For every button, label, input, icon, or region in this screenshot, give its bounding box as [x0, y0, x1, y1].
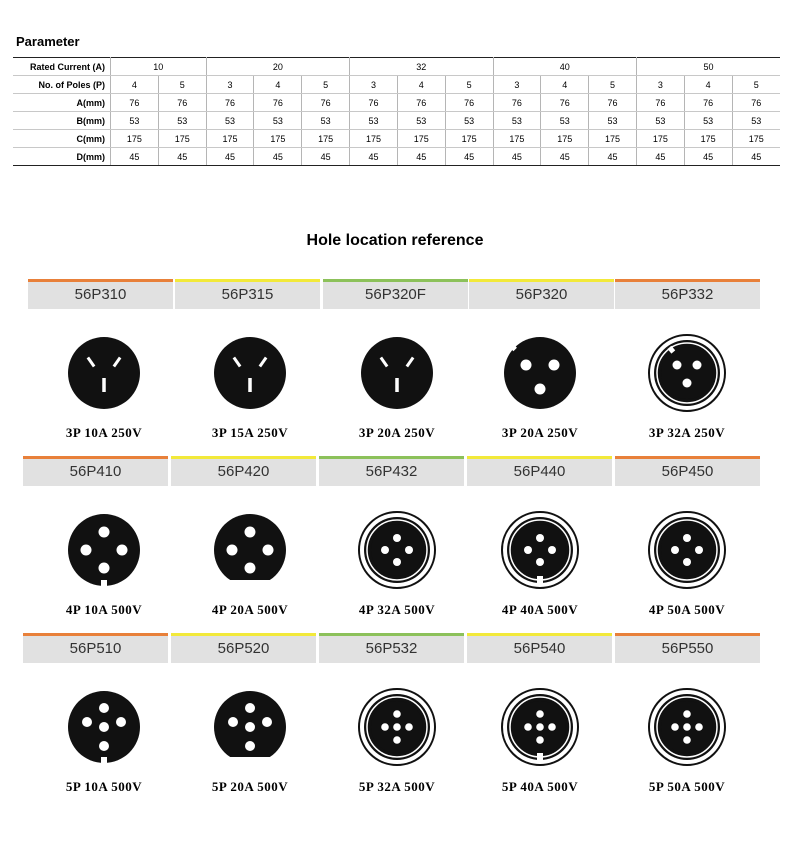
socket-spec: 4P 10A 500V [65, 602, 143, 617]
3p-flat-socket-icon [357, 333, 437, 413]
table-cell: 53 [732, 112, 780, 130]
table-cell: 76 [350, 94, 398, 112]
table-cell: 53 [589, 112, 637, 130]
model-label: 56P320F [323, 279, 468, 309]
table-cell: 5 [732, 76, 780, 94]
row-label: D(mm) [13, 148, 111, 166]
socket-spec: 4P 20A 500V [211, 602, 289, 617]
table-cell: 175 [397, 130, 445, 148]
table-cell: 3 [636, 76, 684, 94]
socket-spec: 5P 20A 500V [211, 779, 289, 794]
5p-ringed-socket-icon [500, 687, 580, 767]
5p-ringed-socket-icon [357, 687, 437, 767]
row-label: C(mm) [13, 130, 111, 148]
model-label: 56P310 [28, 279, 173, 309]
3p-flat-socket-icon [64, 333, 144, 413]
table-cell: 5 [445, 76, 493, 94]
model-label: 56P540 [467, 633, 612, 663]
table-cell: 175 [158, 130, 206, 148]
table-cell: 45 [732, 148, 780, 166]
table-cell: 3 [493, 76, 541, 94]
4p-round-socket-icon [64, 510, 144, 590]
table-cell: 5 [589, 76, 637, 94]
socket-spec: 5P 32A 500V [358, 779, 436, 794]
5p-round-socket-icon [64, 687, 144, 767]
parameter-table [13, 57, 780, 166]
table-cell: 53 [302, 112, 350, 130]
socket-spec: 3P 32A 250V [648, 425, 726, 440]
socket-spec: 4P 50A 500V [648, 602, 726, 617]
table-cell: 53 [397, 112, 445, 130]
model-label: 56P315 [175, 279, 320, 309]
model-label: 56P432 [319, 456, 464, 486]
socket-spec: 4P 40A 500V [501, 602, 579, 617]
table-cell: 45 [158, 148, 206, 166]
table-cell: 53 [158, 112, 206, 130]
table-row [13, 58, 780, 76]
table-cell: 45 [350, 148, 398, 166]
table-cell: 10 [111, 58, 207, 76]
table-cell: 76 [158, 94, 206, 112]
table-cell: 45 [493, 148, 541, 166]
table-cell: 175 [445, 130, 493, 148]
table-row [13, 148, 780, 166]
model-label: 56P520 [171, 633, 316, 663]
table-cell: 32 [350, 58, 493, 76]
table-cell: 175 [254, 130, 302, 148]
model-label: 56P532 [319, 633, 464, 663]
table-row [13, 130, 780, 148]
table-cell: 76 [111, 94, 159, 112]
row-label: Rated Current (A) [13, 58, 111, 76]
table-cell: 53 [254, 112, 302, 130]
table-cell: 3 [350, 76, 398, 94]
table-cell: 45 [589, 148, 637, 166]
table-cell: 76 [636, 94, 684, 112]
table-cell: 45 [636, 148, 684, 166]
table-cell: 4 [397, 76, 445, 94]
socket-spec: 3P 20A 250V [358, 425, 436, 440]
table-cell: 76 [445, 94, 493, 112]
table-cell: 175 [541, 130, 589, 148]
4p-ringed-socket-icon [647, 510, 727, 590]
table-cell: 76 [206, 94, 254, 112]
table-cell: 175 [589, 130, 637, 148]
model-label: 56P440 [467, 456, 612, 486]
socket-spec: 3P 20A 250V [501, 425, 579, 440]
table-cell: 45 [445, 148, 493, 166]
table-cell: 53 [636, 112, 684, 130]
table-row [13, 76, 780, 94]
table-cell: 76 [541, 94, 589, 112]
table-cell: 53 [350, 112, 398, 130]
table-cell: 53 [111, 112, 159, 130]
table-cell: 76 [302, 94, 350, 112]
table-cell: 175 [302, 130, 350, 148]
table-cell: 76 [684, 94, 732, 112]
table-cell: 5 [158, 76, 206, 94]
table-cell: 20 [206, 58, 349, 76]
table-cell: 76 [493, 94, 541, 112]
table-cell: 45 [111, 148, 159, 166]
socket-spec: 4P 32A 500V [358, 602, 436, 617]
table-row [13, 94, 780, 112]
table-cell: 175 [206, 130, 254, 148]
table-cell: 45 [541, 148, 589, 166]
table-cell: 4 [254, 76, 302, 94]
model-label: 56P320 [469, 279, 614, 309]
table-cell: 175 [684, 130, 732, 148]
4p-ringed-socket-icon [500, 510, 580, 590]
table-cell: 45 [397, 148, 445, 166]
model-label: 56P510 [23, 633, 168, 663]
hole-location-title: Hole location reference [306, 232, 484, 249]
table-cell: 175 [493, 130, 541, 148]
table-cell: 53 [206, 112, 254, 130]
socket-spec: 5P 10A 500V [65, 779, 143, 794]
model-label: 56P550 [615, 633, 760, 663]
parameter-title: Parameter [16, 34, 80, 49]
table-cell: 45 [206, 148, 254, 166]
table-cell: 4 [541, 76, 589, 94]
socket-spec: 5P 40A 500V [501, 779, 579, 794]
table-cell: 76 [397, 94, 445, 112]
table-cell: 40 [493, 58, 636, 76]
3p-ringed-socket-icon [647, 333, 727, 413]
table-cell: 76 [254, 94, 302, 112]
table-cell: 76 [589, 94, 637, 112]
table-cell: 3 [206, 76, 254, 94]
table-cell: 175 [111, 130, 159, 148]
table-row [13, 112, 780, 130]
4p-ringed-socket-icon [357, 510, 437, 590]
3p-flat-socket-icon [210, 333, 290, 413]
socket-spec: 3P 10A 250V [65, 425, 143, 440]
row-label: A(mm) [13, 94, 111, 112]
table-cell: 45 [684, 148, 732, 166]
table-cell: 53 [493, 112, 541, 130]
socket-spec: 3P 15A 250V [211, 425, 289, 440]
5p-round-socket-icon [210, 687, 290, 767]
table-cell: 53 [445, 112, 493, 130]
table-cell: 50 [636, 58, 780, 76]
table-cell: 175 [350, 130, 398, 148]
table-cell: 4 [111, 76, 159, 94]
table-cell: 45 [254, 148, 302, 166]
3p-round-socket-icon [500, 333, 580, 413]
row-label: B(mm) [13, 112, 111, 130]
4p-round-socket-icon [210, 510, 290, 590]
table-cell: 4 [684, 76, 732, 94]
table-cell: 5 [302, 76, 350, 94]
socket-spec: 5P 50A 500V [648, 779, 726, 794]
table-cell: 76 [732, 94, 780, 112]
table-cell: 175 [732, 130, 780, 148]
table-cell: 45 [302, 148, 350, 166]
model-label: 56P410 [23, 456, 168, 486]
5p-ringed-socket-icon [647, 687, 727, 767]
model-label: 56P420 [171, 456, 316, 486]
table-cell: 53 [541, 112, 589, 130]
table-cell: 53 [684, 112, 732, 130]
table-cell: 175 [636, 130, 684, 148]
row-label: No. of Poles (P) [13, 76, 111, 94]
model-label: 56P332 [615, 279, 760, 309]
model-label: 56P450 [615, 456, 760, 486]
